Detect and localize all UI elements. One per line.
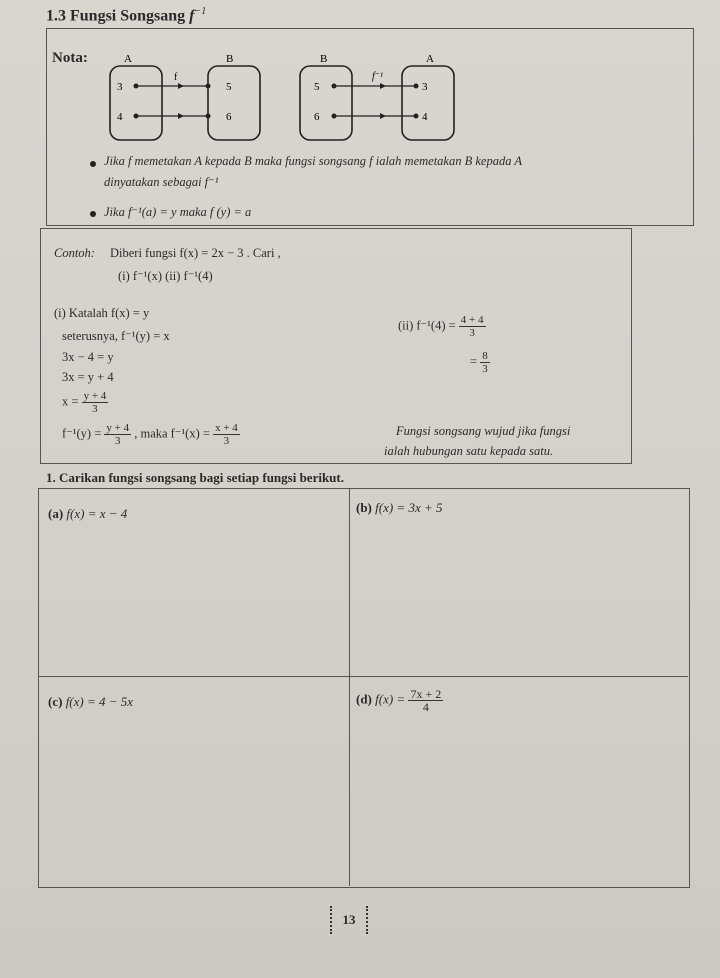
frac-num: y + 4 bbox=[83, 390, 107, 402]
frac-num: 7x + 2 bbox=[410, 687, 442, 701]
sol-i-line6-frac1 bbox=[104, 422, 131, 447]
elem-b3: 5 bbox=[314, 81, 320, 93]
set-b2-oval bbox=[300, 66, 352, 140]
section-title-text: 1.3 Fungsi Songsang bbox=[46, 7, 186, 25]
frac-den: 4 bbox=[422, 700, 429, 714]
frac-num: 4 + 4 bbox=[460, 314, 484, 326]
section-title-symbol: f bbox=[189, 7, 195, 25]
section-title-sup: −1 bbox=[194, 6, 207, 17]
dot-b2 bbox=[206, 114, 211, 119]
frac-den: 3 bbox=[115, 435, 121, 447]
grid-vertical-divider bbox=[349, 488, 350, 886]
dot-a3 bbox=[414, 84, 419, 89]
dot-a4 bbox=[414, 114, 419, 119]
set-b-oval bbox=[208, 66, 260, 140]
arrowhead-3 bbox=[380, 83, 386, 89]
question-d-label: (d) bbox=[356, 691, 372, 707]
exercise-title: 1. Carikan fungsi songsang bagi setiap fungsi berikut. bbox=[46, 470, 344, 485]
func-label-f-inverse: f⁻¹ bbox=[372, 71, 384, 82]
contoh-label: Contoh: bbox=[54, 246, 95, 260]
question-a-label: (a) bbox=[48, 506, 64, 521]
sol-i-line1: (i) Katalah f(x) = y bbox=[54, 306, 150, 320]
frac-den: 3 bbox=[92, 403, 98, 415]
arrowhead-4 bbox=[380, 113, 386, 119]
arrowhead-2 bbox=[178, 113, 184, 119]
dot-b1 bbox=[206, 84, 211, 89]
set-a-label: A bbox=[124, 53, 132, 65]
sol-i-line2: seterusnya, f⁻¹(y) = x bbox=[62, 329, 170, 343]
question-b-label: (b) bbox=[356, 500, 372, 515]
sol-ii-frac1 bbox=[459, 314, 486, 339]
sol-i-line6 bbox=[62, 422, 240, 447]
sol-ii-line2 bbox=[470, 350, 490, 375]
question-d bbox=[356, 688, 443, 713]
nota-label: Nota: bbox=[52, 50, 88, 66]
question-c-label: (c) bbox=[48, 694, 63, 709]
arrow-diagram-f-inverse bbox=[290, 48, 480, 146]
elem-a2: 4 bbox=[117, 111, 123, 123]
frac-den: 3 bbox=[482, 363, 488, 375]
nota-bullet-1-line1: Jika f memetakan A kepada B maka fungsi songsang f ialah memetakan B kepada A bbox=[104, 154, 522, 168]
set-b-label: B bbox=[226, 53, 234, 65]
nota-bullet-1-line2: dinyatakan sebagai f⁻¹ bbox=[104, 175, 219, 189]
question-b-expr: f(x) = 3x + 5 bbox=[375, 500, 443, 515]
bullet-dot-2 bbox=[90, 211, 96, 217]
sol-ii-line1 bbox=[398, 314, 486, 339]
question-d-frac bbox=[408, 688, 443, 713]
elem-b4: 6 bbox=[314, 111, 320, 123]
set-a-oval bbox=[110, 66, 162, 140]
page-number: 13 bbox=[330, 906, 368, 934]
question-a bbox=[48, 506, 127, 522]
question-c bbox=[48, 694, 133, 710]
sol-ii-lhs: (ii) f⁻¹(4) = bbox=[398, 318, 456, 333]
sol-i-line5-frac bbox=[82, 390, 109, 415]
sol-i-line5 bbox=[62, 390, 108, 415]
question-c-expr: f(x) = 4 − 5x bbox=[65, 694, 134, 709]
arrowhead-1 bbox=[178, 83, 184, 89]
sol-ii-eq: = bbox=[470, 354, 478, 369]
set-a2-label: A bbox=[426, 53, 434, 65]
sol-ii-frac2 bbox=[480, 350, 490, 375]
note-line1: Fungsi songsang wujud jika fungsi bbox=[396, 424, 571, 438]
section-title bbox=[46, 6, 206, 25]
contoh-parts: (i) f⁻¹(x) (ii) f⁻¹(4) bbox=[118, 269, 213, 283]
elem-b2: 6 bbox=[226, 111, 232, 123]
grid-horizontal-divider bbox=[38, 676, 688, 677]
sol-i-line6-frac2 bbox=[213, 422, 240, 447]
nota-bullet-2: Jika f⁻¹(a) = y maka f (y) = a bbox=[104, 205, 252, 219]
sol-i-line3: 3x − 4 = y bbox=[62, 350, 114, 364]
note-line2: ialah hubungan satu kepada satu. bbox=[384, 444, 554, 458]
question-d-lhs: f(x) = bbox=[375, 691, 406, 707]
sol-i-line6-lhs: f⁻¹(y) = bbox=[62, 426, 102, 441]
elem-a3: 3 bbox=[422, 81, 428, 93]
sol-i-line5-lhs: x = bbox=[62, 394, 79, 409]
frac-num: x + 4 bbox=[215, 422, 238, 434]
elem-b1: 5 bbox=[226, 81, 232, 93]
question-b bbox=[356, 500, 443, 516]
func-label-f: f bbox=[174, 72, 178, 83]
frac-den: 3 bbox=[223, 435, 230, 447]
frac-num: 8 bbox=[482, 350, 488, 362]
sol-i-line4: 3x = y + 4 bbox=[62, 370, 114, 384]
question-a-expr: f(x) = x − 4 bbox=[66, 506, 128, 521]
frac-den: 3 bbox=[469, 327, 475, 339]
set-b2-label: B bbox=[320, 53, 328, 65]
bullet-dot-1 bbox=[90, 161, 96, 167]
elem-a1: 3 bbox=[117, 81, 123, 93]
contoh-question: Diberi fungsi f(x) = 2x − 3 . Cari , bbox=[110, 246, 281, 260]
frac-num: y + 4 bbox=[106, 422, 130, 434]
set-a2-oval bbox=[402, 66, 454, 140]
arrow-diagram-f bbox=[90, 48, 280, 146]
elem-a4: 4 bbox=[422, 111, 428, 123]
sol-i-line6-mid: , maka f⁻¹(x) = bbox=[134, 426, 210, 441]
